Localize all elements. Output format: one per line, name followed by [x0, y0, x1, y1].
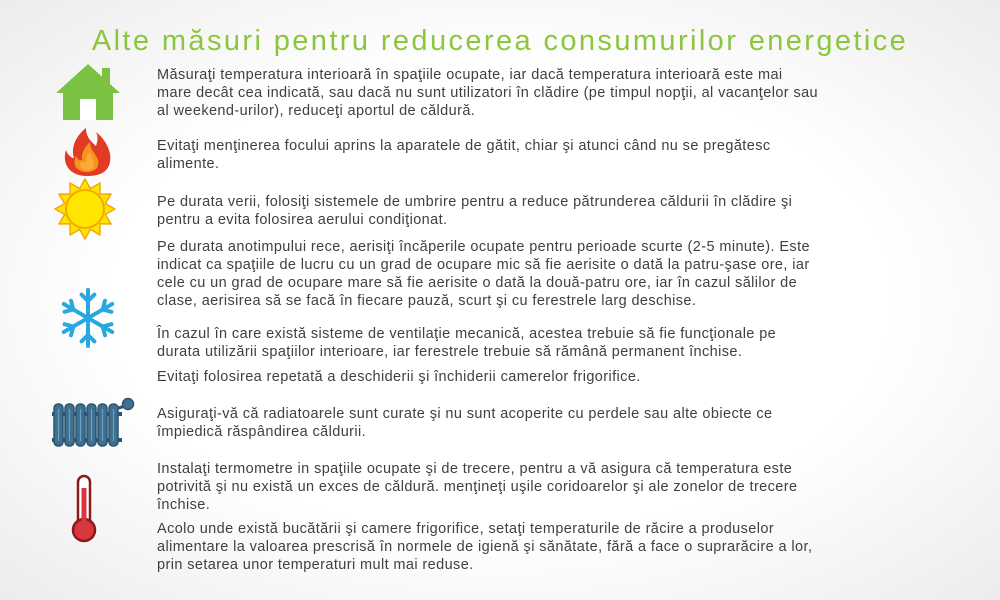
paragraph-cooling-temperatures	[157, 520, 947, 574]
paragraph-line: alimentare la valoarea prescrisă în normele de igienă şi sănătate, fără a face o suprarăcire a lor,	[157, 539, 813, 555]
paragraph-mechanical-ventilation	[157, 325, 947, 361]
paragraph-line: În cazul în care există sisteme de ventilaţie mecanică, acestea trebuie să fie funcţionale pe	[157, 326, 777, 342]
paragraph-line: cele cu un grad de ocupare mare să fie aerisite o dată la două-patru ore, iar în cazul sălilor de	[157, 275, 798, 291]
paragraph-indoor-temperature	[157, 66, 947, 120]
paragraph-line: pentru a evita folosirea aerului condiţionat.	[157, 212, 448, 228]
paragraph-line: clase, aerisirea să se facă în fiecare pauză, scurt şi cu ferestrele larg deschise.	[157, 293, 697, 309]
snowflake-icon	[56, 288, 120, 348]
paragraph-line: închise.	[157, 497, 211, 513]
paragraph-cold-rooms	[157, 368, 947, 386]
paragraph-line: durata utilizării spaţiilor interioare, iar ferestrele trebuie să rămână permanent închise.	[157, 344, 743, 360]
sun-icon	[46, 178, 124, 240]
paragraph-line: Pe durata verii, folosiţi sistemele de umbrire pentru a reduce pătrunderea căldurii în clădire şi	[157, 194, 793, 210]
paragraph-line: indicat ca spaţiile de lucru cu un grad de ocupare mic să fie aerisite o dată la patru-şase ore, iar	[157, 257, 810, 273]
thermometer-icon	[66, 474, 102, 544]
paragraph-radiators	[157, 405, 947, 441]
paragraph-line: Pe durata anotimpului rece, aerisiţi încăperile ocupate pentru perioade scurte (2-5 minute). Este	[157, 239, 810, 255]
house-icon	[56, 64, 122, 120]
paragraph-cooking-fire	[157, 137, 947, 173]
paragraph-line: prin setarea unor temperaturi mult mai reduse.	[157, 557, 474, 573]
paragraph-line: Acolo unde există bucătării şi camere frigorifice, setaţi temperaturile de răcire a produselor	[157, 521, 775, 537]
paragraph-line: Măsuraţi temperatura interioară în spaţiile ocupate, iar dacă temperatura interioară este mai	[157, 67, 783, 83]
paragraph-line: mare decât cea indicată, sau dacă nu sunt utilizatori în clădire (pe timpul nopţii, al vacanţelor sau	[157, 85, 819, 101]
paragraph-thermometers	[157, 460, 947, 514]
paragraph-line: împiedică răspândirea căldurii.	[157, 424, 367, 440]
paragraph-line: alimente.	[157, 156, 220, 172]
paragraph-cold-season-ventilation	[157, 238, 947, 310]
paragraph-line: Evitaţi menţinerea focului aprins la aparatele de gătit, chiar şi atunci când nu se pregătesc	[157, 138, 771, 154]
paragraph-line: Asiguraţi-vă că radiatoarele sunt curate şi nu sunt acoperite cu perdele sau alte obiecte ce	[157, 406, 773, 422]
paragraph-line: Evitaţi folosirea repetată a deschiderii şi închiderii camerelor frigorifice.	[157, 369, 641, 385]
page-title: Alte măsuri pentru reducerea consumurilor energetice	[91, 25, 909, 57]
flame-icon	[60, 126, 114, 178]
radiator-icon	[50, 396, 136, 450]
paragraph-line: potrivită şi nu există un exces de căldură. menţineţi uşile coridoarelor şi ale zonelor de trecere	[157, 479, 798, 495]
paragraph-line: al weekend-urilor), reduceţi aportul de căldură.	[157, 103, 476, 119]
paragraph-line: Instalaţi termometre in spaţiile ocupate şi de trecere, pentru a vă asigura că temperatura este	[157, 461, 793, 477]
paragraph-summer-shading	[157, 193, 947, 229]
